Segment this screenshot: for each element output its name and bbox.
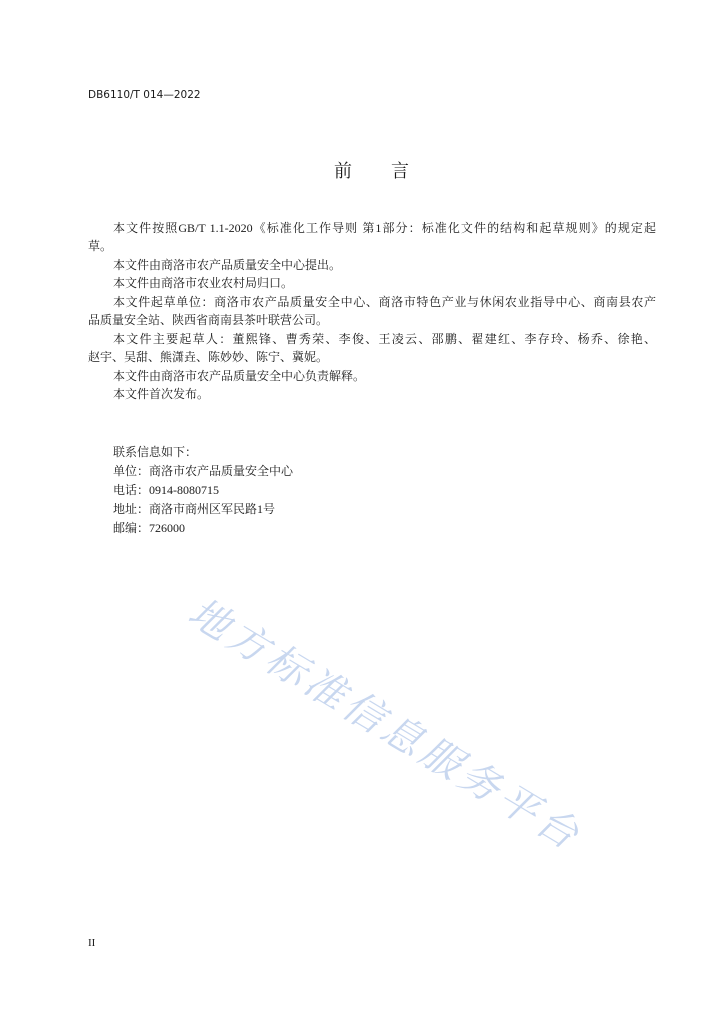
paragraph-line: 本文件由商洛市农产品质量安全中心提出。 [113,257,342,272]
foreword-paragraph-administrator [88,274,656,292]
contact-label: 邮编： [113,520,150,535]
paragraph-line: 本文件主要起草人：董熙锋、曹秀荣、李俊、王凌云、邵鹏、翟建红、李存玲、杨乔、徐艳、 [113,331,656,346]
contact-value: 0914-8080715 [149,482,220,497]
foreword-paragraph-basis [88,219,656,256]
paragraph-line: 本文件按照GB/T 1.1-2020《标准化工作导则 第1部分：标准化文件的结构和起草规则》的规定起 [113,221,656,235]
contact-label: 电话： [113,482,150,497]
contact-value: 商洛市农产品质量安全中心 [149,463,294,478]
contact-address [88,500,656,519]
page-title: 前 言 [334,161,410,182]
contact-heading: 联系信息如下： [113,444,198,459]
paragraph-line: 本文件首次发布。 [113,387,210,402]
contact-unit [88,462,656,481]
contact-value: 商洛市商州区军民路1号 [149,501,276,516]
watermark: 地方标准信息服务平台 [180,589,590,861]
paragraph-line: 品质量安全站、陕西省商南县茶叶联营公司。 [88,313,329,328]
foreword-paragraph-drafting-units [88,293,656,330]
standard-code: DB6110/T 014—2022 [88,89,201,101]
foreword-paragraph-drafters [88,330,656,367]
paragraph-line: 草。 [88,239,113,254]
foreword-body [88,219,656,404]
contact-label: 地址： [113,501,150,516]
foreword-paragraph-interpretation [88,367,656,385]
paragraph-line: 本文件由商洛市农产品质量安全中心负责解释。 [113,368,366,383]
contact-label: 单位： [113,463,150,478]
foreword-paragraph-proposer [88,256,656,274]
paragraph-line: 本文件由商洛市农业农村局归口。 [113,276,294,291]
contact-value: 726000 [149,520,186,535]
paragraph-line: 赵宇、吴甜、熊潇垚、陈妙妙、陈宁、冀妮。 [88,350,329,365]
contact-info [88,443,656,538]
foreword-paragraph-release [88,385,656,403]
paragraph-line: 本文件起草单位：商洛市农产品质量安全中心、商洛市特色产业与休闲农业指导中心、商南县农产 [113,294,656,309]
contact-postcode [88,519,656,538]
contact-phone [88,481,656,500]
page-number: II [88,937,96,949]
